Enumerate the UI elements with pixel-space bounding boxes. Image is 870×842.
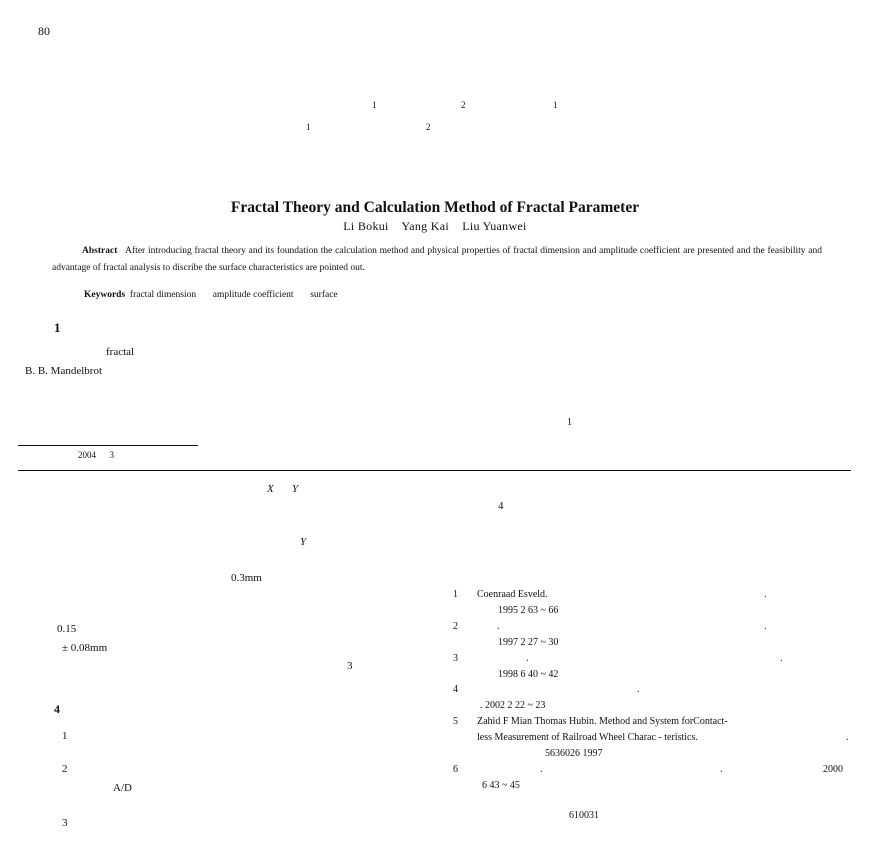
footnote-rule bbox=[18, 445, 198, 446]
reference-text: 1997 2 27 ~ 30 bbox=[498, 637, 559, 648]
citation-mark: 4 bbox=[498, 500, 504, 512]
keyword: fractal dimension bbox=[129, 290, 197, 300]
reference-text: . bbox=[540, 764, 543, 775]
author-affil-mark: 1 bbox=[553, 100, 558, 110]
reference-text: . bbox=[720, 764, 723, 775]
reference-text: . bbox=[637, 684, 640, 695]
reference-number: 4 bbox=[453, 684, 458, 695]
reference-number: 3 bbox=[453, 653, 458, 664]
reference-number: 1 bbox=[453, 589, 458, 600]
term-ad: A/D bbox=[113, 782, 132, 794]
keyword: amplitude coefficient bbox=[212, 290, 294, 300]
institution-mark: 1 bbox=[306, 122, 311, 132]
author-name: Liu Yuanwei bbox=[462, 219, 527, 233]
reference-text: Coenraad Esveld. bbox=[477, 589, 548, 600]
footnote bbox=[78, 450, 114, 460]
reference-text: . bbox=[764, 589, 767, 600]
reference-text: . bbox=[497, 621, 500, 632]
english-abstract bbox=[52, 243, 822, 277]
reference-text: 2000 bbox=[823, 764, 843, 775]
value-0-15: 0.15 bbox=[57, 623, 77, 635]
postal-code: 610031 bbox=[569, 810, 599, 821]
name-mandelbrot: B. B. Mandelbrot bbox=[25, 365, 102, 377]
institution-mark: 2 bbox=[426, 122, 431, 132]
reference-text: . bbox=[846, 732, 849, 743]
footnote-year: 2004 bbox=[78, 450, 96, 460]
reference-text: 1998 6 40 ~ 42 bbox=[498, 669, 559, 680]
reference-text: 1995 2 63 ~ 66 bbox=[498, 605, 559, 616]
reference-number: 2 bbox=[453, 621, 458, 632]
value-0-3mm: 0.3mm bbox=[231, 572, 262, 584]
footnote-month: 3 bbox=[109, 450, 114, 460]
english-authors bbox=[0, 219, 870, 234]
keyword: surface bbox=[310, 290, 338, 300]
reference-text: . bbox=[764, 621, 767, 632]
reference-text: . bbox=[780, 653, 783, 664]
variable-y: Y bbox=[300, 536, 307, 548]
english-title: Fractal Theory and Calculation Method of Fractal Parameter bbox=[230, 199, 640, 216]
abstract-label: Abstract bbox=[82, 246, 118, 256]
english-keywords bbox=[84, 290, 338, 300]
variable-x: X bbox=[267, 483, 274, 495]
page-number: 80 bbox=[38, 24, 50, 38]
reference-number: 6 bbox=[453, 764, 458, 775]
reference-text: Zahid F Mian Thomas Hubin. Method and System forContact- bbox=[477, 716, 728, 727]
reference-text: less Measurement of Railroad Wheel Charac - teristics. bbox=[477, 732, 698, 743]
reference-text: 5636026 1997 bbox=[545, 748, 603, 759]
citation-mark: 3 bbox=[347, 660, 353, 672]
value-pm-0-08mm: ± 0.08mm bbox=[62, 642, 108, 654]
variable-y: Y bbox=[292, 483, 299, 495]
reference-text: . 2002 2 22 ~ 23 bbox=[480, 700, 546, 711]
citation-mark: 1 bbox=[567, 417, 572, 428]
reference-number: 5 bbox=[453, 716, 458, 727]
reference-text: 6 43 ~ 45 bbox=[482, 780, 520, 791]
author-name: Yang Kai bbox=[401, 219, 449, 233]
author-affil-mark: 1 bbox=[372, 100, 377, 110]
list-item-number: 3 bbox=[62, 817, 68, 829]
author-affil-mark: 2 bbox=[461, 100, 466, 110]
term-fractal: fractal bbox=[106, 346, 135, 358]
keywords-label: Keywords bbox=[84, 290, 126, 300]
list-item-number: 2 bbox=[62, 763, 68, 775]
list-item-number: 1 bbox=[62, 730, 68, 742]
page-divider bbox=[18, 470, 851, 471]
section-heading: 4 bbox=[54, 702, 60, 716]
section-heading: 1 bbox=[54, 320, 61, 335]
author-name: Li Bokui bbox=[343, 219, 389, 233]
abstract-text: After introducing fractal theory and its foundation the calculation method and physical properties of fractal dimension and amplitude coefficient are presented and the feasibility and advantage of fractal analysis to discribe the surface characteristics are pointed out. bbox=[52, 246, 822, 273]
reference-text: . bbox=[526, 653, 529, 664]
